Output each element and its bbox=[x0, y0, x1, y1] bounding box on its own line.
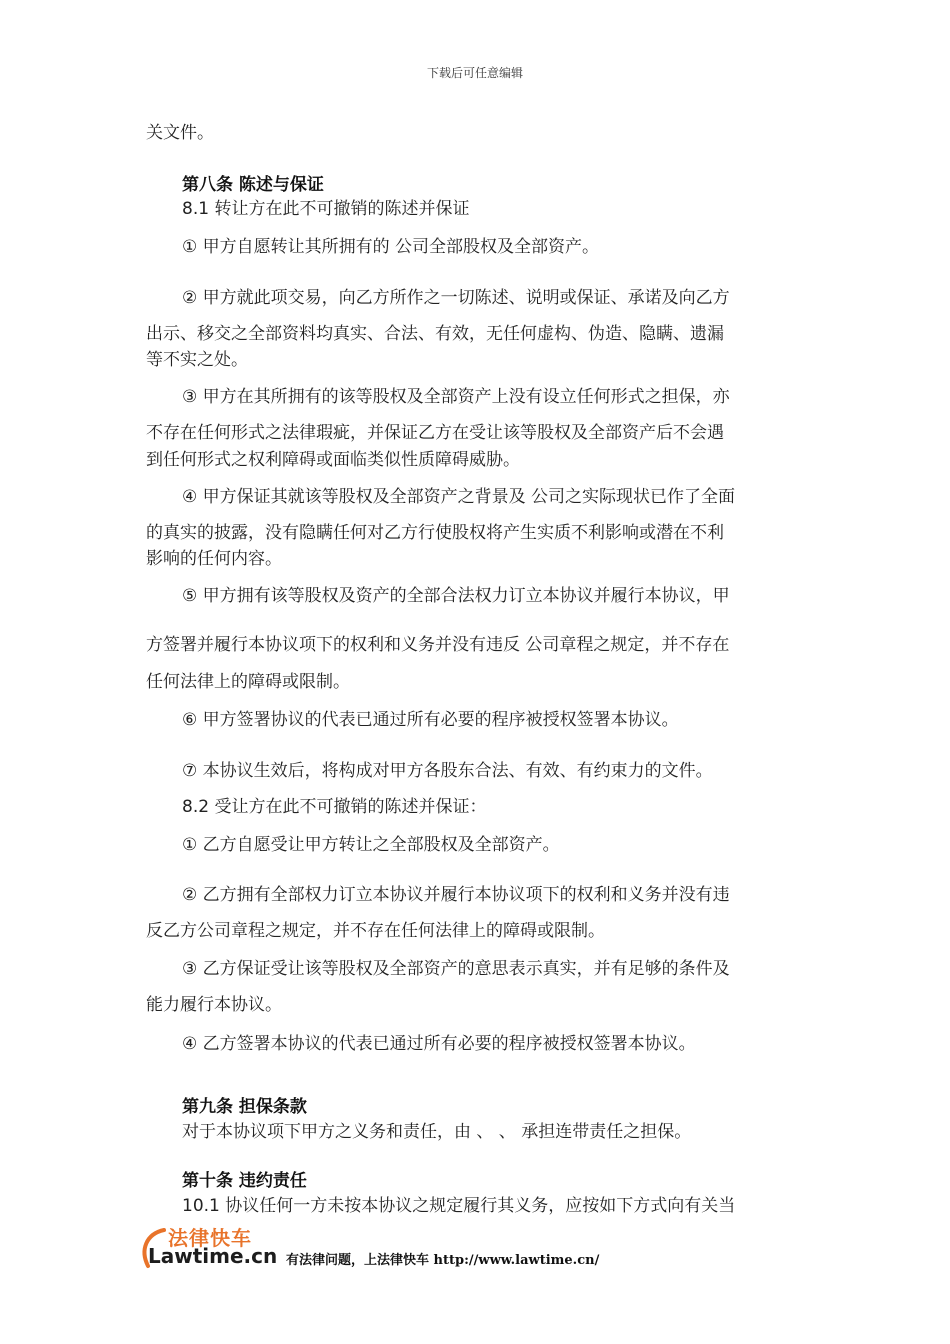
text-line: 方签署并履行本协议项下的权利和义务并没有违反 公司章程之规定，并不存在 bbox=[146, 635, 730, 655]
section-heading: 第九条 担保条款 bbox=[182, 1097, 307, 1117]
text-line: ① 乙方自愿受让甲方转让之全部股权及全部资产。 bbox=[182, 835, 560, 855]
text-line: ⑦ 本协议生效后，将构成对甲方各股东合法、有效、有约束力的文件。 bbox=[182, 761, 713, 781]
text-line: ④ 甲方保证其就该等股权及全部资产之背景及 公司之实际现状已作了全面 bbox=[182, 487, 736, 507]
text-line: ① 甲方自愿转让其所拥有的 公司全部股权及全部资产。 bbox=[182, 237, 600, 257]
text-line: 的真实的披露，没有隐瞒任何对乙方行使股权将产生实质不利影响或潜在不利 bbox=[146, 523, 724, 543]
text-line: 10.1 协议任何一方未按本协议之规定履行其义务，应按如下方式向有关当 bbox=[182, 1196, 736, 1216]
text-line: ② 甲方就此项交易，向乙方所作之一切陈述、说明或保证、承诺及向乙方 bbox=[182, 288, 730, 308]
text-line: 对于本协议项下甲方之义务和责任，由 、 、 承担连带责任之担保。 bbox=[182, 1122, 692, 1142]
logo-text-en: Lawtime.cn bbox=[148, 1244, 278, 1268]
page-header: 下载后可任意编辑 bbox=[426, 66, 523, 80]
text-line: ⑥ 甲方签署协议的代表已通过所有必要的程序被授权签署本协议。 bbox=[182, 710, 679, 730]
text-line: 8.2 受让方在此不可撤销的陈述并保证： bbox=[182, 797, 487, 817]
text-line: ⑤ 甲方拥有该等股权及资产的全部合法权力订立本协议并履行本协议，甲 bbox=[182, 586, 730, 606]
text-line: ④ 乙方签署本协议的代表已通过所有必要的程序被授权签署本协议。 bbox=[182, 1034, 696, 1054]
text-line: 不存在任何形式之法律瑕疵，并保证乙方在受让该等股权及全部资产后不会遇 bbox=[146, 423, 724, 443]
text-line: ③ 乙方保证受让该等股权及全部资产的意思表示真实，并有足够的条件及 bbox=[182, 959, 730, 979]
text-line: 反乙方公司章程之规定，并不存在任何法律上的障碍或限制。 bbox=[146, 921, 605, 941]
text-line: 到任何形式之权利障碍或面临类似性质障碍威胁。 bbox=[146, 450, 520, 470]
text-line: 8.1 转让方在此不可撤销的陈述并保证 bbox=[182, 199, 470, 219]
text-line: ② 乙方拥有全部权力订立本协议并履行本协议项下的权利和义务并没有违 bbox=[182, 885, 730, 905]
text-line: 等不实之处。 bbox=[146, 350, 248, 370]
section-heading: 第十条 违约责任 bbox=[182, 1171, 307, 1191]
text-line: 关文件。 bbox=[146, 123, 214, 143]
text-line: 能力履行本协议。 bbox=[146, 995, 282, 1015]
logo-text-cn: 法律快车 bbox=[168, 1226, 252, 1250]
section-heading: 第八条 陈述与保证 bbox=[182, 175, 324, 195]
text-line: 出示、移交之全部资料均真实、合法、有效，无任何虚构、伪造、隐瞒、遗漏 bbox=[146, 324, 724, 344]
page-footer bbox=[138, 1222, 838, 1272]
text-line: ③ 甲方在其所拥有的该等股权及全部资产上没有设立任何形式之担保，亦 bbox=[182, 387, 730, 407]
text-line: 影响的任何内容。 bbox=[146, 549, 282, 569]
text-line: 任何法律上的障碍或限制。 bbox=[146, 672, 350, 692]
footer-slogan: 有法律问题，上法律快车 http://www.lawtime.cn/ bbox=[286, 1253, 600, 1268]
